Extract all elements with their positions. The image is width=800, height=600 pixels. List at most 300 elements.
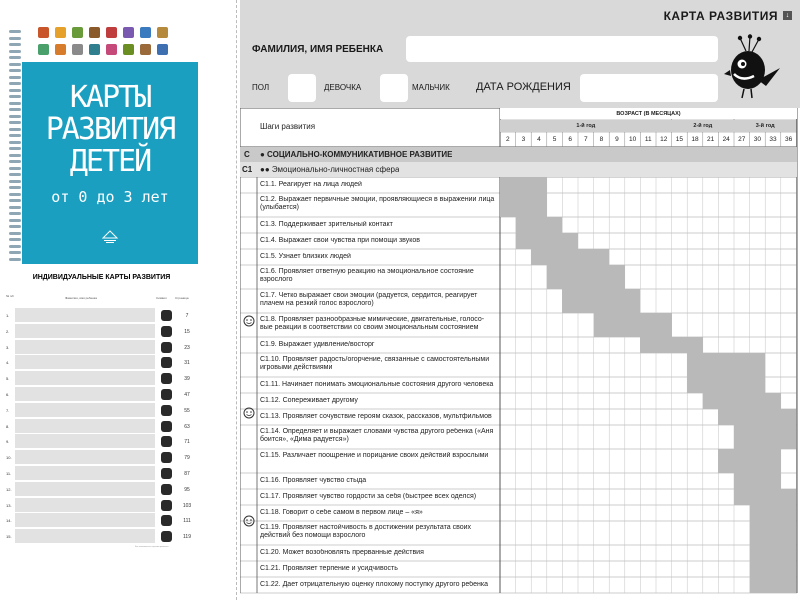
index-name-field[interactable] bbox=[15, 529, 155, 543]
shaded-age-cell bbox=[531, 217, 547, 233]
shaded-age-cell bbox=[547, 249, 563, 265]
development-step-text: С1.17. Проявляет чувство гордости за себя (быстрее всех оделся) bbox=[260, 493, 477, 500]
shaded-age-cell bbox=[594, 289, 610, 313]
birth-date-label: ДАТА РОЖДЕНИЯ bbox=[476, 81, 571, 93]
animal-symbol-icon bbox=[161, 500, 172, 511]
animal-symbol-icon bbox=[161, 531, 172, 542]
index-footer: Как пользоваться картами развития bbox=[135, 546, 169, 548]
development-step-text: С1.1. Реагирует на лица людей bbox=[260, 181, 362, 188]
month-label: 5 bbox=[552, 136, 557, 143]
index-row-number: 8. bbox=[6, 423, 10, 429]
index-row bbox=[5, 419, 198, 434]
shaded-age-cell bbox=[734, 393, 750, 409]
shaded-age-cell bbox=[578, 289, 594, 313]
index-row bbox=[5, 371, 198, 386]
animal-sticker bbox=[123, 27, 134, 38]
animal-sticker bbox=[106, 27, 117, 38]
shaded-age-cell bbox=[672, 337, 688, 353]
shaded-age-cell bbox=[734, 353, 750, 377]
development-step-text: С1.13. Проявляет сочувствие героям сказок, рассказов, мультфильмов bbox=[260, 413, 492, 420]
shaded-age-cell bbox=[687, 337, 703, 353]
shaded-age-cell bbox=[625, 313, 641, 337]
index-title: ИНДИВИДУАЛЬНЫЕ КАРТЫ РАЗВИТИЯ bbox=[32, 274, 171, 281]
development-step-text: С1.18. Говорит о себе самом в первом лице – «я» bbox=[260, 509, 423, 516]
month-label: 12 bbox=[660, 136, 668, 143]
shaded-age-cell bbox=[750, 505, 766, 521]
month-label: 15 bbox=[675, 136, 683, 143]
shaded-age-cell bbox=[750, 473, 766, 489]
spiral-ring bbox=[9, 245, 21, 248]
animal-symbol-icon bbox=[161, 342, 172, 353]
development-step-row bbox=[240, 313, 797, 337]
development-step-row bbox=[240, 249, 797, 265]
shaded-age-cell bbox=[750, 377, 766, 393]
shaded-age-cell bbox=[765, 521, 781, 545]
shaded-age-cell bbox=[750, 561, 766, 577]
shaded-age-cell bbox=[703, 353, 719, 377]
development-step-text: С1.9. Выражает удивление/восторг bbox=[260, 341, 375, 348]
shaded-age-cell bbox=[765, 561, 781, 577]
development-step-row bbox=[240, 449, 797, 473]
development-step-text: С1.15. Различает поощрение и порицание своих действий взрослыми bbox=[260, 452, 489, 459]
animal-sticker bbox=[55, 44, 66, 55]
shaded-age-cell bbox=[781, 505, 797, 521]
month-label: 10 bbox=[628, 136, 637, 143]
development-step-row bbox=[240, 177, 797, 193]
development-step-row bbox=[240, 193, 797, 217]
index-row bbox=[5, 466, 198, 481]
shaded-age-cell bbox=[687, 377, 703, 393]
animal-symbol-icon bbox=[161, 421, 172, 432]
cover-title-line: КАРТЫ bbox=[69, 80, 151, 115]
month-label: 30 bbox=[753, 136, 761, 143]
table-header bbox=[240, 108, 800, 147]
index-page-number: 63 bbox=[184, 423, 190, 430]
subsection-code: C1 bbox=[242, 166, 253, 174]
spiral-ring bbox=[9, 251, 21, 254]
index-page-number: 23 bbox=[184, 344, 190, 351]
development-step-row bbox=[240, 337, 797, 353]
index-row-number: 9. bbox=[6, 439, 10, 445]
index-row-number: 2. bbox=[6, 328, 10, 334]
development-step-text: С1.8. Проявляет разнообразные мимические, двигательные, голосо-вые реакции в соответствии со своим эмоциональным состоянием bbox=[260, 316, 485, 331]
index-name-field[interactable] bbox=[15, 355, 155, 369]
shaded-age-cell bbox=[781, 545, 797, 561]
shaded-age-cell bbox=[687, 353, 703, 377]
shaded-age-cell bbox=[562, 265, 578, 289]
shaded-age-cell bbox=[718, 449, 734, 473]
development-step-row bbox=[240, 353, 797, 377]
shaded-age-cell bbox=[562, 289, 578, 313]
spiral-ring bbox=[9, 108, 21, 111]
shaded-age-cell bbox=[765, 393, 781, 409]
index-name-field[interactable] bbox=[15, 308, 155, 322]
shaded-age-cell bbox=[516, 233, 532, 249]
development-step-text: С1.11. Начинает понимать эмоциональные состояния другого человека bbox=[260, 381, 494, 388]
spiral-ring bbox=[9, 147, 21, 150]
index-row-number: 6. bbox=[6, 392, 10, 397]
animal-symbol-icon bbox=[161, 326, 172, 337]
index-head-symbol: Символ bbox=[156, 296, 167, 300]
shaded-age-cell bbox=[734, 425, 750, 449]
animal-sticker bbox=[140, 27, 151, 38]
shaded-age-cell bbox=[734, 489, 750, 505]
animal-stickers bbox=[38, 27, 188, 61]
shaded-age-cell bbox=[640, 337, 656, 353]
month-label: 6 bbox=[568, 136, 572, 143]
index-name-field[interactable] bbox=[15, 513, 155, 527]
spiral-ring bbox=[9, 128, 21, 131]
shaded-age-cell bbox=[594, 249, 610, 265]
shaded-age-cell bbox=[609, 313, 625, 337]
shaded-age-cell bbox=[594, 313, 610, 337]
index-name-field[interactable] bbox=[15, 498, 155, 512]
index-page-number: 119 bbox=[183, 534, 191, 541]
index-page-number: 15 bbox=[184, 328, 190, 335]
shaded-age-cell bbox=[765, 409, 781, 425]
spiral-ring bbox=[9, 225, 21, 228]
shaded-age-cell bbox=[750, 393, 766, 409]
index-page-number: 111 bbox=[183, 518, 191, 525]
development-step-row bbox=[240, 577, 797, 593]
index-page bbox=[5, 268, 198, 568]
spiral-ring bbox=[9, 160, 21, 163]
index-row-number: 12. bbox=[6, 486, 12, 492]
shaded-age-cell bbox=[750, 425, 766, 449]
spiral-ring bbox=[9, 180, 21, 183]
shaded-age-cell bbox=[765, 473, 781, 489]
index-row bbox=[5, 387, 198, 402]
index-row-number: 13. bbox=[6, 502, 12, 508]
shaded-age-cell bbox=[718, 353, 734, 377]
development-step-text: С1.16. Проявляет чувство стыда bbox=[260, 477, 367, 484]
spiral-ring bbox=[9, 102, 21, 105]
development-step-text: С1.7. Четко выражает свои эмоции (радуется, сердится, реагирует плачем на резкий голос взрослого) bbox=[260, 292, 478, 307]
spiral-ring bbox=[9, 50, 21, 53]
shaded-age-cell bbox=[765, 425, 781, 449]
index-page-number: 47 bbox=[184, 392, 190, 398]
shaded-age-cell bbox=[531, 193, 547, 217]
shaded-age-cell bbox=[516, 217, 532, 233]
month-label: 8 bbox=[599, 136, 604, 143]
shaded-age-cell bbox=[765, 505, 781, 521]
index-row bbox=[5, 498, 198, 513]
index-row-number: 4. bbox=[6, 360, 10, 366]
shaded-age-cell bbox=[750, 577, 766, 593]
publisher-logo-icon bbox=[101, 230, 119, 244]
animal-symbol-icon bbox=[161, 373, 172, 384]
shaded-age-cell bbox=[781, 577, 797, 593]
month-label: 3 bbox=[521, 136, 526, 143]
index-head-num: № п/п bbox=[6, 294, 15, 298]
shaded-age-cell bbox=[578, 265, 594, 289]
emotion-face-icon bbox=[243, 407, 255, 419]
shaded-age-cell bbox=[609, 289, 625, 313]
index-name-field[interactable] bbox=[15, 419, 155, 433]
animal-sticker bbox=[157, 27, 168, 38]
cover-title-line: РАЗВИТИЯ bbox=[45, 112, 175, 147]
shaded-age-cell bbox=[750, 353, 766, 377]
spiral-ring bbox=[9, 95, 21, 98]
animal-sticker bbox=[55, 27, 66, 38]
name-field[interactable] bbox=[406, 36, 718, 62]
month-label: 7 bbox=[583, 136, 588, 143]
animal-sticker bbox=[38, 44, 49, 55]
shaded-age-cell bbox=[718, 377, 734, 393]
development-step-text: С1.3. Поддерживает зрительный контакт bbox=[260, 221, 393, 228]
index-row-number: 11. bbox=[6, 471, 12, 476]
spiral-ring bbox=[9, 212, 21, 215]
shaded-age-cell bbox=[781, 521, 797, 545]
month-label: 2 bbox=[505, 136, 510, 143]
shaded-age-cell bbox=[703, 377, 719, 393]
shaded-age-cell bbox=[625, 289, 641, 313]
booklet-panel bbox=[0, 0, 240, 600]
index-row-number: 15. bbox=[6, 534, 12, 540]
page-title: КАРТА РАЗВИТИЯ bbox=[663, 9, 778, 23]
shaded-age-cell bbox=[531, 233, 547, 249]
spiral-ring bbox=[9, 167, 21, 170]
index-row bbox=[5, 355, 198, 370]
spiral-ring bbox=[9, 258, 21, 261]
month-label: 18 bbox=[691, 136, 699, 143]
shaded-age-cell bbox=[765, 545, 781, 561]
shaded-age-cell bbox=[656, 313, 672, 337]
shaded-age-cell bbox=[516, 193, 532, 217]
index-name-field[interactable] bbox=[15, 340, 155, 354]
development-step-text: С1.4. Выражает свои чувства при помощи звуков bbox=[260, 237, 420, 244]
boy-checkbox[interactable] bbox=[380, 74, 408, 102]
development-step-row bbox=[240, 473, 797, 489]
section-title: ● СОЦИАЛЬНО-КОММУНИКАТИВНОЕ РАЗВИТИЕ bbox=[260, 151, 453, 159]
spiral-ring bbox=[9, 154, 21, 157]
spiral-ring bbox=[9, 30, 21, 33]
index-row bbox=[5, 529, 198, 544]
index-page-number: 87 bbox=[184, 471, 190, 477]
girl-label: ДЕВОЧКА bbox=[324, 83, 362, 92]
development-step-row bbox=[240, 409, 797, 425]
development-card-page bbox=[240, 0, 800, 600]
month-label: 27 bbox=[738, 136, 746, 143]
index-page-number: 103 bbox=[182, 502, 192, 509]
animal-symbol-icon bbox=[161, 310, 172, 321]
age-header: ВОЗРАСТ (В МЕСЯЦАХ) bbox=[616, 111, 681, 117]
shaded-age-cell bbox=[656, 337, 672, 353]
index-row bbox=[5, 434, 198, 449]
index-row-number: 5. bbox=[6, 376, 10, 382]
bird-icon bbox=[724, 34, 784, 100]
shaded-age-cell bbox=[500, 193, 516, 217]
index-row bbox=[5, 450, 198, 465]
spiral-ring bbox=[9, 76, 21, 79]
month-label: 33 bbox=[769, 136, 777, 143]
index-name-field[interactable] bbox=[15, 371, 155, 385]
animal-symbol-icon bbox=[161, 484, 172, 495]
index-name-field[interactable] bbox=[15, 450, 155, 464]
shaded-age-cell bbox=[750, 409, 766, 425]
shaded-age-cell bbox=[750, 489, 766, 505]
index-row-number: 14. bbox=[6, 518, 12, 524]
emotion-face-icon bbox=[243, 515, 255, 527]
index-row-number: 1. bbox=[6, 313, 10, 318]
shaded-age-cell bbox=[500, 177, 516, 193]
index-row-number: 7. bbox=[6, 407, 10, 413]
year-group-label: 1-й год bbox=[576, 123, 596, 129]
development-step-text: С1.10. Проявляет радость/огорчение, связанные с самостоятельными игровыми действиями bbox=[260, 356, 490, 371]
spiral-ring bbox=[9, 115, 21, 118]
animal-symbol-icon bbox=[161, 389, 172, 400]
development-step-row bbox=[240, 289, 797, 313]
month-label: 21 bbox=[706, 136, 715, 143]
index-row bbox=[5, 482, 198, 497]
animal-sticker bbox=[38, 27, 49, 38]
birth-date-field[interactable] bbox=[580, 74, 718, 102]
spiral-ring bbox=[9, 141, 21, 144]
index-row-number: 10. bbox=[6, 455, 12, 461]
month-label: 24 bbox=[722, 136, 730, 143]
spiral-ring bbox=[9, 82, 21, 85]
animal-sticker bbox=[106, 44, 117, 55]
development-step-text: С1.14. Определяет и выражает словами чувства другого ребенка («Аня боится», «Дима радуется») bbox=[260, 428, 494, 443]
development-step-row bbox=[240, 217, 797, 233]
animal-symbol-icon bbox=[161, 405, 172, 416]
download-icon[interactable]: ↓ bbox=[783, 11, 792, 20]
index-name-field[interactable] bbox=[15, 466, 155, 480]
month-label: 36 bbox=[784, 136, 793, 143]
development-step-row bbox=[240, 265, 797, 289]
animal-sticker bbox=[157, 44, 168, 55]
shaded-age-cell bbox=[578, 249, 594, 265]
emotion-face-icon bbox=[243, 315, 255, 327]
index-name-field[interactable] bbox=[15, 403, 155, 417]
index-head-page: Страница bbox=[175, 296, 189, 300]
shaded-age-cell bbox=[765, 489, 781, 505]
index-row-number: 3. bbox=[6, 344, 10, 350]
name-label: ФАМИЛИЯ, ИМЯ РЕБЕНКА bbox=[252, 44, 384, 55]
shaded-age-cell bbox=[750, 449, 766, 473]
spiral-ring bbox=[9, 69, 21, 72]
sex-label: ПОЛ bbox=[252, 83, 270, 92]
development-step-text: С1.20. Может возобновлять прерванные действия bbox=[260, 549, 424, 556]
spiral-ring bbox=[9, 186, 21, 189]
development-table bbox=[240, 108, 800, 600]
shaded-age-cell bbox=[781, 489, 797, 505]
index-page-number: 95 bbox=[184, 486, 190, 493]
month-label: 9 bbox=[615, 136, 619, 143]
shaded-age-cell bbox=[547, 265, 563, 289]
development-step-text: С1.2. Выражает первичные эмоции, проявляющиеся в выражении лица (улыбается) bbox=[260, 196, 495, 211]
shaded-age-cell bbox=[781, 561, 797, 577]
girl-checkbox[interactable] bbox=[288, 74, 316, 102]
index-head-name: Фамилия, имя ребенка bbox=[65, 296, 97, 300]
spiral-ring bbox=[9, 193, 21, 196]
shaded-age-cell bbox=[734, 449, 750, 473]
development-step-text: С1.21. Проявляет терпение и усидчивость bbox=[260, 565, 398, 572]
shaded-age-cell bbox=[734, 377, 750, 393]
title-bar bbox=[240, 0, 800, 30]
shaded-age-cell bbox=[765, 449, 781, 473]
index-row bbox=[5, 324, 198, 339]
index-header bbox=[5, 293, 198, 305]
development-step-text: С1.6. Проявляет ответную реакцию на эмоциональное состояние взрослого bbox=[260, 268, 474, 283]
cover-subtitle: от 0 до 3 лет bbox=[51, 188, 169, 206]
shaded-age-cell bbox=[703, 393, 719, 409]
shaded-age-cell bbox=[531, 249, 547, 265]
shaded-age-cell bbox=[781, 425, 797, 449]
year-group-label: 2-й год bbox=[693, 123, 713, 129]
animal-sticker bbox=[123, 44, 134, 55]
index-name-field[interactable] bbox=[15, 387, 155, 401]
index-name-field[interactable] bbox=[15, 482, 155, 496]
shaded-age-cell bbox=[547, 233, 563, 249]
index-page-number: 55 bbox=[184, 407, 190, 414]
index-name-field[interactable] bbox=[15, 324, 155, 338]
month-label: 11 bbox=[644, 136, 652, 143]
shaded-age-cell bbox=[718, 409, 734, 425]
spiral-ring bbox=[9, 56, 21, 59]
shaded-age-cell bbox=[781, 409, 797, 425]
shaded-age-cell bbox=[594, 265, 610, 289]
spiral-ring bbox=[9, 121, 21, 124]
shaded-age-cell bbox=[516, 177, 532, 193]
animal-symbol-icon bbox=[161, 515, 172, 526]
spiral-ring bbox=[9, 199, 21, 202]
animal-symbol-icon bbox=[161, 468, 172, 479]
development-step-text: С1.22. Дает отрицательную оценку плохому поступку другого ребенка bbox=[260, 581, 488, 588]
spiral-ring bbox=[9, 219, 21, 222]
boy-label: МАЛЬЧИК bbox=[412, 83, 450, 92]
development-step-text: С1.19. Проявляет настойчивость в достижении результата своих действий без помощи взрослого bbox=[260, 524, 472, 539]
spiral-ring bbox=[9, 63, 21, 66]
animal-sticker bbox=[89, 44, 100, 55]
shaded-age-cell bbox=[734, 473, 750, 489]
month-label: 4 bbox=[537, 136, 541, 143]
index-row bbox=[5, 403, 198, 418]
animal-sticker bbox=[72, 27, 83, 38]
index-page-number: 7 bbox=[185, 313, 189, 319]
development-step-row bbox=[240, 505, 797, 521]
development-step-row bbox=[240, 233, 797, 249]
shaded-age-cell bbox=[734, 409, 750, 425]
shaded-age-cell bbox=[750, 545, 766, 561]
animal-symbol-icon bbox=[161, 452, 172, 463]
shaded-age-cell bbox=[562, 249, 578, 265]
shaded-age-cell bbox=[750, 521, 766, 545]
index-name-field[interactable] bbox=[15, 434, 155, 448]
child-info-form bbox=[240, 30, 800, 108]
animal-sticker bbox=[140, 44, 151, 55]
spiral-ring bbox=[9, 173, 21, 176]
animal-sticker bbox=[89, 27, 100, 38]
development-step-row bbox=[240, 545, 797, 561]
section-code: C bbox=[244, 151, 250, 159]
index-row bbox=[5, 340, 198, 355]
index-row bbox=[5, 513, 198, 528]
shaded-age-cell bbox=[547, 217, 563, 233]
booklet-cover bbox=[22, 62, 198, 264]
development-step-text: С1.12. Сопереживает другому bbox=[260, 397, 358, 404]
steps-header: Шаги развития bbox=[260, 123, 316, 131]
spiral-ring bbox=[9, 238, 21, 241]
animal-sticker bbox=[72, 44, 83, 55]
spiral-ring bbox=[9, 89, 21, 92]
shaded-age-cell bbox=[640, 313, 656, 337]
development-step-row bbox=[240, 377, 797, 393]
index-row bbox=[5, 308, 198, 323]
spiral-ring bbox=[9, 206, 21, 209]
animal-symbol-icon bbox=[161, 357, 172, 368]
index-page-number: 31 bbox=[184, 360, 190, 367]
